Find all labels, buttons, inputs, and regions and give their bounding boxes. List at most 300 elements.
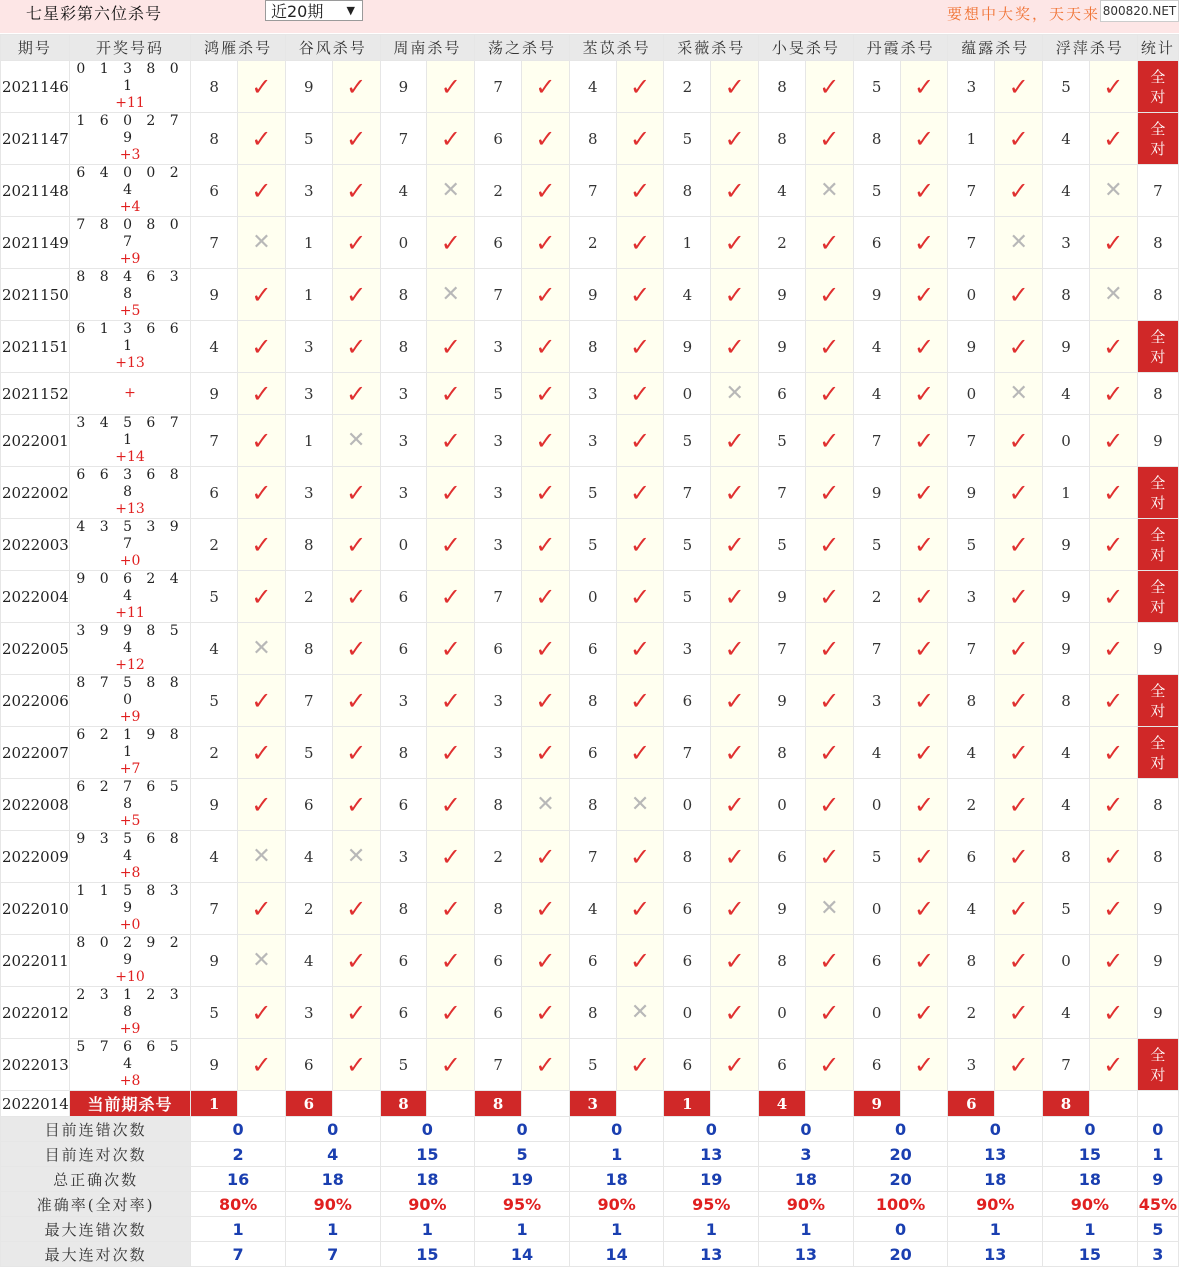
- check-icon: ✓: [724, 332, 745, 361]
- stat-text: 全对: [1150, 473, 1166, 512]
- stat-text: 全对: [1150, 327, 1166, 366]
- result-mark: [521, 269, 569, 321]
- draw-digits: 5 7 6 6 5 4: [76, 1039, 184, 1072]
- issue-number: 2021152: [1, 373, 70, 415]
- result-mark: [521, 727, 569, 779]
- check-icon: ✓: [819, 530, 840, 559]
- result-mark: [805, 935, 853, 987]
- stat-value: [1137, 519, 1178, 571]
- draw-sum: +9: [119, 1021, 141, 1037]
- summary-value: 95%: [664, 1192, 759, 1217]
- kill-number: 5: [853, 831, 900, 883]
- check-icon: ✓: [629, 176, 651, 205]
- current-spacer: [332, 1091, 380, 1117]
- draw-numbers: [69, 61, 190, 113]
- check-icon: ✓: [440, 894, 461, 923]
- cross-icon: ✕: [820, 896, 839, 921]
- check-icon: ✓: [1103, 686, 1124, 715]
- result-mark: [995, 675, 1043, 727]
- result-mark: [900, 1039, 948, 1091]
- result-mark: [616, 321, 664, 373]
- result-mark: [521, 831, 569, 883]
- result-mark: [995, 321, 1043, 373]
- result-mark: [1089, 623, 1137, 675]
- kill-number: 7: [475, 61, 522, 113]
- check-icon: ✓: [535, 634, 556, 663]
- result-mark: [995, 519, 1043, 571]
- table-row: [1, 373, 1179, 415]
- result-mark: [995, 373, 1043, 415]
- kill-number: 8: [948, 675, 995, 727]
- kill-number: 4: [1043, 779, 1090, 831]
- kill-number: 4: [948, 727, 995, 779]
- stat-value: [1137, 831, 1178, 883]
- check-icon: ✓: [724, 176, 745, 205]
- check-icon: ✓: [535, 332, 556, 361]
- check-icon: ✓: [346, 530, 367, 559]
- check-icon: ✓: [913, 738, 935, 767]
- summary-value: 1: [191, 1217, 286, 1242]
- result-mark: [711, 321, 759, 373]
- current-spacer: [238, 1091, 286, 1117]
- result-mark: [711, 61, 759, 113]
- check-icon: ✓: [1008, 686, 1029, 715]
- summary-value: 7: [285, 1242, 380, 1267]
- kill-number: 5: [1043, 61, 1090, 113]
- header-expert: 丹霞杀号: [853, 35, 948, 61]
- kill-number: 6: [191, 467, 238, 519]
- draw-numbers: [69, 467, 190, 519]
- kill-number: 7: [1043, 1039, 1090, 1091]
- check-icon: ✓: [724, 946, 745, 975]
- kill-number: 3: [380, 373, 427, 415]
- issue-number: 2022009: [1, 831, 70, 883]
- result-mark: [238, 779, 286, 831]
- result-mark: [805, 467, 853, 519]
- check-icon: ✓: [1008, 582, 1029, 611]
- draw-numbers: [69, 935, 190, 987]
- kill-number: 8: [1043, 675, 1090, 727]
- summary-value: 1: [1043, 1217, 1138, 1242]
- kill-number: 6: [569, 935, 616, 987]
- summary-value: 20: [853, 1142, 948, 1167]
- summary-row: [1, 1192, 1179, 1217]
- result-mark: [238, 623, 286, 675]
- table-row: [1, 779, 1179, 831]
- result-mark: [521, 113, 569, 165]
- check-icon: ✓: [724, 72, 745, 101]
- check-icon: ✓: [346, 790, 367, 819]
- draw-numbers: [69, 779, 190, 831]
- header-issue: 期号: [1, 35, 70, 61]
- result-mark: [1089, 1039, 1137, 1091]
- draw-digits: 4 3 5 3 9 7: [76, 519, 184, 552]
- kill-number: 2: [759, 217, 806, 269]
- result-mark: [616, 935, 664, 987]
- draw-sum: +13: [115, 355, 145, 371]
- check-icon: ✓: [346, 738, 367, 767]
- check-icon: ✓: [819, 946, 840, 975]
- result-mark: [711, 779, 759, 831]
- current-spacer: [995, 1091, 1043, 1117]
- result-mark: [1089, 373, 1137, 415]
- current-kill-number: 6: [285, 1091, 332, 1117]
- result-mark: [900, 113, 948, 165]
- check-icon: ✓: [1008, 790, 1029, 819]
- result-mark: [616, 113, 664, 165]
- summary-value: 13: [664, 1242, 759, 1267]
- header-expert: 小旻杀号: [759, 35, 854, 61]
- summary-value: 14: [475, 1242, 570, 1267]
- check-icon: ✓: [1008, 842, 1029, 871]
- kill-number: 8: [853, 113, 900, 165]
- issue-number: 2022008: [1, 779, 70, 831]
- result-mark: [238, 935, 286, 987]
- kill-number: 3: [285, 467, 332, 519]
- cross-icon: ✕: [1009, 381, 1028, 406]
- check-icon: ✓: [440, 946, 461, 975]
- check-icon: ✓: [819, 1050, 840, 1079]
- check-icon: ✓: [819, 634, 840, 663]
- result-mark: [238, 113, 286, 165]
- result-mark: [521, 883, 569, 935]
- stat-text: 全对: [1150, 1045, 1166, 1084]
- kill-number: 8: [380, 883, 427, 935]
- result-mark: [616, 779, 664, 831]
- check-icon: ✓: [724, 478, 745, 507]
- kill-number: 6: [285, 1039, 332, 1091]
- check-icon: ✓: [819, 686, 840, 715]
- summary-value: 7: [191, 1242, 286, 1267]
- current-spacer: [521, 1091, 569, 1117]
- result-mark: [332, 519, 380, 571]
- result-mark: [427, 571, 475, 623]
- draw-digits: 6 4 0 0 2 4: [76, 165, 184, 198]
- summary-value: 20: [853, 1167, 948, 1192]
- issue-number: 2022001: [1, 415, 70, 467]
- result-mark: [711, 675, 759, 727]
- kill-number: 6: [380, 935, 427, 987]
- check-icon: ✓: [1103, 426, 1124, 455]
- check-icon: ✓: [724, 686, 745, 715]
- kill-number: 9: [759, 571, 806, 623]
- result-mark: [995, 1039, 1043, 1091]
- result-mark: [521, 571, 569, 623]
- draw-sum: +7: [119, 761, 141, 777]
- draw-digits: 6 1 3 6 6 1: [76, 321, 184, 354]
- check-icon: ✓: [440, 379, 461, 408]
- kill-number: 7: [569, 831, 616, 883]
- kill-number: 6: [664, 675, 711, 727]
- summary-row: [1, 1117, 1179, 1142]
- result-mark: [332, 165, 380, 217]
- draw-sum: +9: [119, 251, 141, 267]
- kill-number: 0: [380, 217, 427, 269]
- kill-number: 6: [759, 373, 806, 415]
- check-icon: ✓: [440, 530, 461, 559]
- stat-text: 全对: [1150, 577, 1166, 616]
- result-mark: [427, 935, 475, 987]
- check-icon: ✓: [724, 228, 745, 257]
- result-mark: [995, 61, 1043, 113]
- header-expert: 谷风杀号: [285, 35, 380, 61]
- result-mark: [427, 269, 475, 321]
- kill-number-table: [0, 34, 1179, 1267]
- result-mark: [521, 1039, 569, 1091]
- kill-number: 4: [853, 727, 900, 779]
- check-icon: ✓: [1008, 426, 1029, 455]
- check-icon: ✓: [535, 72, 556, 101]
- table-row: [1, 269, 1179, 321]
- result-mark: [332, 269, 380, 321]
- result-mark: [900, 987, 948, 1039]
- result-mark: [332, 1039, 380, 1091]
- check-icon: ✓: [440, 842, 461, 871]
- result-mark: [616, 987, 664, 1039]
- summary-row: [1, 1217, 1179, 1242]
- result-mark: [995, 623, 1043, 675]
- stat-value: [1137, 165, 1178, 217]
- draw-digits: 3 9 9 8 5 4: [76, 623, 184, 656]
- result-mark: [1089, 883, 1137, 935]
- result-mark: [238, 415, 286, 467]
- period-select[interactable]: [265, 0, 363, 21]
- kill-number: 8: [569, 113, 616, 165]
- draw-digits: 9 3 5 6 8 4: [76, 831, 184, 864]
- result-mark: [711, 415, 759, 467]
- summary-value: 0: [664, 1117, 759, 1142]
- kill-number: 9: [191, 935, 238, 987]
- cross-icon: ✕: [1104, 282, 1123, 307]
- check-icon: ✓: [913, 72, 935, 101]
- current-spacer: [427, 1091, 475, 1117]
- kill-number: 9: [759, 321, 806, 373]
- check-icon: ✓: [629, 842, 651, 871]
- result-mark: [995, 269, 1043, 321]
- kill-number: 4: [759, 165, 806, 217]
- result-mark: [900, 623, 948, 675]
- kill-number: 8: [759, 113, 806, 165]
- kill-number: 3: [285, 373, 332, 415]
- issue-number: 2022003: [1, 519, 70, 571]
- summary-row: [1, 1242, 1179, 1267]
- kill-number: 0: [759, 779, 806, 831]
- check-icon: ✓: [346, 280, 367, 309]
- kill-number: 3: [475, 675, 522, 727]
- kill-number: 3: [285, 987, 332, 1039]
- summary-stat: 0: [1137, 1117, 1178, 1142]
- kill-number: 9: [191, 779, 238, 831]
- result-mark: [1089, 727, 1137, 779]
- kill-number: 9: [1043, 321, 1090, 373]
- kill-number: 6: [664, 883, 711, 935]
- kill-number: 9: [759, 269, 806, 321]
- kill-number: 7: [948, 623, 995, 675]
- summary-value: 19: [475, 1167, 570, 1192]
- result-mark: [427, 623, 475, 675]
- kill-number: 4: [191, 321, 238, 373]
- stat-value: [1137, 623, 1178, 675]
- kill-number: 4: [1043, 373, 1090, 415]
- stat-text: 全对: [1150, 525, 1166, 564]
- result-mark: [805, 623, 853, 675]
- stat-text: 8: [1153, 233, 1163, 252]
- kill-number: 2: [475, 165, 522, 217]
- summary-value: 100%: [853, 1192, 948, 1217]
- current-spacer: [900, 1091, 948, 1117]
- kill-number: 2: [664, 61, 711, 113]
- current-issue-number: 2022014: [1, 1091, 70, 1117]
- check-icon: ✓: [251, 530, 272, 559]
- kill-number: 3: [948, 1039, 995, 1091]
- check-icon: ✓: [724, 842, 745, 871]
- issue-number: 2022010: [1, 883, 70, 935]
- check-icon: ✓: [1103, 379, 1124, 408]
- check-icon: ✓: [913, 280, 935, 309]
- summary-value: 15: [380, 1142, 475, 1167]
- kill-number: 1: [948, 113, 995, 165]
- kill-number: 3: [380, 675, 427, 727]
- check-icon: ✓: [913, 124, 935, 153]
- result-mark: [238, 727, 286, 779]
- kill-number: 3: [569, 415, 616, 467]
- result-mark: [805, 373, 853, 415]
- draw-sum: +: [124, 385, 136, 401]
- result-mark: [805, 883, 853, 935]
- check-icon: ✓: [913, 842, 935, 871]
- kill-number: 6: [853, 1039, 900, 1091]
- result-mark: [900, 321, 948, 373]
- kill-number: 3: [853, 675, 900, 727]
- draw-digits: 6 2 7 6 5 8: [76, 779, 184, 812]
- result-mark: [711, 373, 759, 415]
- kill-number: 6: [475, 113, 522, 165]
- result-mark: [900, 373, 948, 415]
- result-mark: [238, 217, 286, 269]
- result-mark: [427, 61, 475, 113]
- current-spacer: [1089, 1091, 1137, 1117]
- check-icon: ✓: [1103, 634, 1124, 663]
- summary-value: 1: [285, 1217, 380, 1242]
- check-icon: ✓: [535, 280, 556, 309]
- summary-value: 13: [664, 1142, 759, 1167]
- result-mark: [805, 1039, 853, 1091]
- check-icon: ✓: [535, 426, 556, 455]
- current-kill-label: 当前期杀号: [69, 1091, 190, 1117]
- kill-number: 9: [569, 269, 616, 321]
- summary-value: 1: [380, 1217, 475, 1242]
- issue-number: 2022012: [1, 987, 70, 1039]
- stat-value: [1137, 1039, 1178, 1091]
- kill-number: 5: [569, 467, 616, 519]
- result-mark: [711, 883, 759, 935]
- check-icon: ✓: [629, 530, 651, 559]
- result-mark: [238, 61, 286, 113]
- cross-icon: ✕: [725, 381, 744, 406]
- stat-text: 7: [1153, 181, 1163, 200]
- summary-value: 20: [853, 1242, 948, 1267]
- kill-number: 5: [759, 415, 806, 467]
- kill-number: 0: [664, 373, 711, 415]
- result-mark: [332, 217, 380, 269]
- kill-number: 8: [285, 519, 332, 571]
- result-mark: [995, 935, 1043, 987]
- kill-number: 4: [853, 373, 900, 415]
- kill-number: 4: [285, 831, 332, 883]
- result-mark: [711, 467, 759, 519]
- result-mark: [616, 269, 664, 321]
- result-mark: [711, 113, 759, 165]
- kill-number: 5: [569, 519, 616, 571]
- check-icon: ✓: [819, 478, 840, 507]
- summary-value: 90%: [569, 1192, 664, 1217]
- result-mark: [805, 779, 853, 831]
- kill-number: 7: [664, 467, 711, 519]
- check-icon: ✓: [535, 582, 556, 611]
- check-icon: ✓: [535, 842, 556, 871]
- result-mark: [616, 217, 664, 269]
- table-row: [1, 675, 1179, 727]
- check-icon: ✓: [913, 790, 935, 819]
- check-icon: ✓: [1008, 176, 1029, 205]
- draw-numbers: [69, 269, 190, 321]
- check-icon: ✓: [913, 946, 935, 975]
- kill-number: 2: [569, 217, 616, 269]
- summary-value: 0: [569, 1117, 664, 1142]
- check-icon: ✓: [1008, 998, 1029, 1027]
- header-stat: 统计: [1137, 35, 1178, 61]
- cross-icon: ✕: [252, 230, 271, 255]
- cross-icon: ✕: [346, 844, 366, 869]
- kill-number: 9: [191, 1039, 238, 1091]
- check-icon: ✓: [251, 72, 272, 101]
- check-icon: ✓: [346, 894, 367, 923]
- draw-numbers: [69, 883, 190, 935]
- draw-numbers: [69, 113, 190, 165]
- cross-icon: ✕: [441, 282, 460, 307]
- kill-number: 2: [948, 779, 995, 831]
- kill-number: 6: [948, 831, 995, 883]
- check-icon: ✓: [724, 426, 745, 455]
- summary-value: 4: [285, 1142, 380, 1167]
- kill-number: 0: [759, 987, 806, 1039]
- check-icon: ✓: [346, 228, 367, 257]
- result-mark: [332, 113, 380, 165]
- kill-number: 3: [948, 61, 995, 113]
- kill-number: 5: [664, 415, 711, 467]
- result-mark: [521, 987, 569, 1039]
- kill-number: 0: [1043, 935, 1090, 987]
- kill-number: 5: [853, 519, 900, 571]
- table-row: [1, 571, 1179, 623]
- issue-number: 2021148: [1, 165, 70, 217]
- kill-number: 8: [475, 779, 522, 831]
- kill-number: 3: [285, 321, 332, 373]
- result-mark: [900, 883, 948, 935]
- kill-number: 5: [664, 113, 711, 165]
- kill-number: 5: [759, 519, 806, 571]
- check-icon: ✓: [629, 280, 651, 309]
- kill-number: 8: [948, 935, 995, 987]
- stat-text: 9: [1153, 899, 1163, 918]
- chevron-down-icon: ▼: [346, 4, 355, 17]
- result-mark: [427, 373, 475, 415]
- result-mark: [900, 571, 948, 623]
- kill-number: 1: [1043, 467, 1090, 519]
- check-icon: ✓: [1008, 280, 1029, 309]
- kill-number: 0: [569, 571, 616, 623]
- check-icon: ✓: [913, 582, 935, 611]
